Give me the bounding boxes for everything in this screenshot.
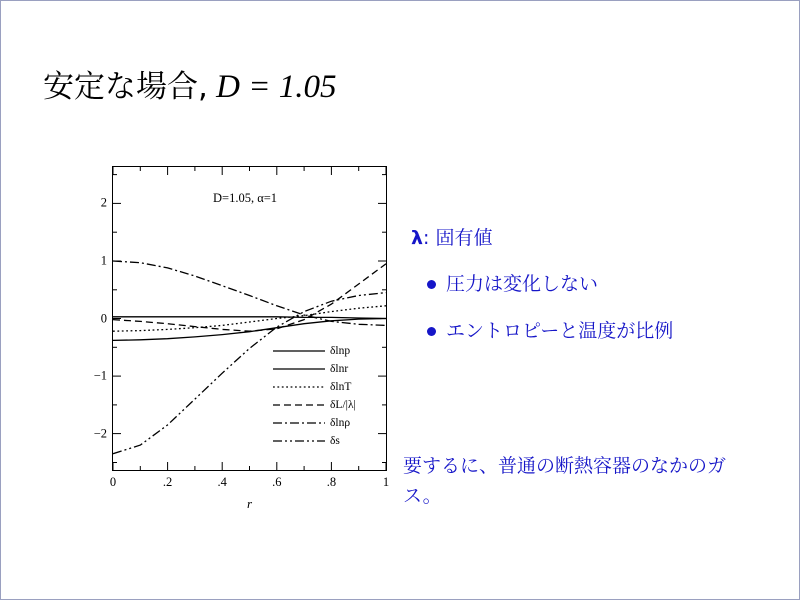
x-tick-label: .6 [272, 475, 282, 489]
bullet-label: エントロピーと温度が比例 [446, 320, 674, 342]
legend-swatch-dash-dot [273, 418, 325, 428]
legend-item [273, 396, 391, 414]
list-item [427, 272, 773, 297]
plot-area [93, 166, 390, 489]
legend-label: δs [330, 435, 340, 447]
chart-legend [273, 342, 391, 450]
legend-swatch-solid [273, 346, 325, 356]
list-item [427, 319, 773, 344]
y-tick-label: 1 [100, 253, 107, 268]
x-tick-label: .4 [217, 475, 227, 489]
y-tick-label: −2 [93, 426, 107, 441]
legend-label: δlnp [330, 345, 351, 357]
lambda-symbol: λ [411, 227, 424, 249]
summary-text: 要するに、普通の断熱容器のなかのガス。 [403, 455, 727, 507]
page-title-math: D = 1.05 [216, 69, 337, 105]
legend-item [273, 360, 391, 378]
x-axis-label: r [246, 496, 253, 511]
eigenvalue-note [411, 223, 773, 250]
notes-panel [403, 223, 773, 344]
eigenvalue-note-text: : 固有値 [423, 227, 493, 249]
legend-label: δL/|λ| [330, 399, 356, 411]
x-tick-label: 0 [109, 475, 117, 489]
legend-item [273, 342, 391, 360]
x-tick-label: .8 [326, 475, 337, 489]
bullet-icon [427, 327, 436, 336]
page-title [43, 61, 336, 106]
legend-item [273, 378, 391, 396]
legend-label: δlnρ [330, 417, 351, 429]
y-tick-label: 0 [100, 311, 107, 325]
legend-label: δlnr [330, 363, 349, 375]
bullet-icon [427, 280, 436, 289]
y-tick-label: 2 [100, 195, 107, 210]
bullet-label: 圧力は変化しない [446, 273, 599, 295]
chart-figure [67, 156, 397, 531]
page-title-jp: 安定な場合, [43, 69, 208, 105]
legend-swatch-dotted [273, 382, 325, 392]
legend-swatch-dash-dot-dot [273, 436, 325, 446]
legend-swatch-solid [273, 364, 325, 374]
legend-swatch-dashed [273, 400, 325, 410]
legend-item [273, 414, 391, 432]
plot-annotation: D=1.05, α=1 [213, 191, 278, 205]
x-tick-label: .2 [162, 475, 173, 489]
x-tick-label: 1 [382, 475, 390, 489]
legend-item [273, 432, 391, 450]
legend-label: δlnT [330, 381, 352, 393]
y-tick-label: −1 [93, 368, 107, 383]
